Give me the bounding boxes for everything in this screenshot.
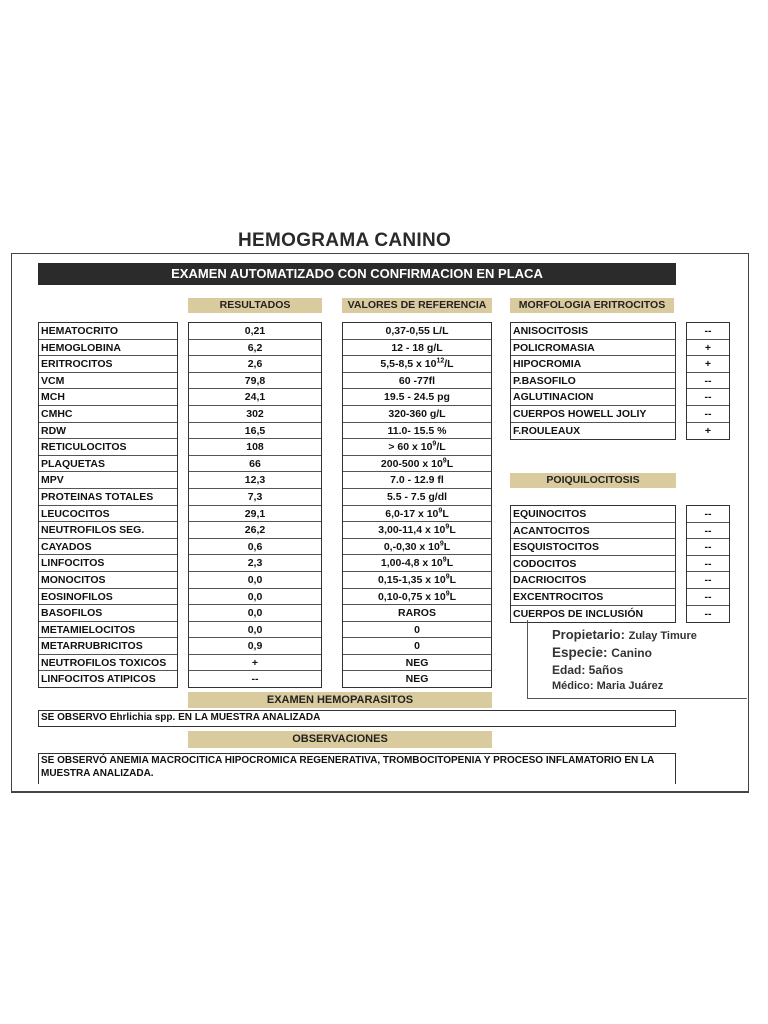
hemoparasites-header: EXAMEN HEMOPARASITOS — [188, 692, 492, 708]
owner-value: Zulay Timure — [628, 630, 697, 642]
parameter-reference-15: 0,15-1,35 x $10^9L$ — [343, 572, 491, 589]
parameter-result-20: + — [189, 655, 321, 672]
parameter-name-6: RDW — [39, 423, 177, 440]
poikilocytosis-value-2: -- — [687, 539, 729, 556]
morphology-name-3: P.BASOFILO — [511, 373, 675, 390]
parameter-reference-18: 0 — [343, 622, 491, 639]
species-value: Canino — [611, 646, 652, 660]
morphology-value-5: -- — [687, 406, 729, 423]
parameter-result-0: 0,21 — [189, 323, 321, 340]
morphology-name-1: POLICROMASIA — [511, 340, 675, 357]
morphology-names-table — [510, 322, 676, 440]
parameter-name-18: METAMIELOCITOS — [39, 622, 177, 639]
parameter-name-9: MPV — [39, 472, 177, 489]
poikilocytosis-name-6: CUERPOS DE INCLUSIÓN — [513, 607, 644, 620]
parameter-result-7: 108 — [189, 439, 321, 456]
parameter-name-7: RETICULOCITOS — [39, 439, 177, 456]
poikilocytosis-name-3: CODOCITOS — [511, 556, 675, 573]
exam-banner: EXAMEN AUTOMATIZADO CON CONFIRMACION EN PLACA — [38, 263, 676, 285]
parameter-result-2: 2,6 — [189, 356, 321, 373]
parameter-reference-17: RAROS — [343, 605, 491, 622]
parameter-result-12: 26,2 — [189, 522, 321, 539]
info-bottom-rule — [527, 698, 747, 699]
morphology-value-2: + — [687, 356, 729, 373]
parameter-result-19: 0,9 — [189, 638, 321, 655]
poikilocytosis-name-2: ESQUISTOCITOS — [511, 539, 675, 556]
parameter-name-16: EOSINOFILOS — [39, 589, 177, 606]
parameter-reference-12: 3,00-11,4 x $10^9L$ — [343, 522, 491, 539]
parameter-name-14: LINFOCITOS — [39, 555, 177, 572]
parameter-reference-21: NEG — [405, 673, 429, 686]
parameter-result-4: 24,1 — [189, 389, 321, 406]
results-table — [188, 322, 322, 688]
parameter-name-17: BASOFILOS — [39, 605, 177, 622]
parameter-name-15: MONOCITOS — [39, 572, 177, 589]
poikilocytosis-value-5: -- — [687, 589, 729, 606]
poikilocytosis-value-4: -- — [687, 572, 729, 589]
parameter-result-10: 7,3 — [189, 489, 321, 506]
age-line: Edad: 5años — [552, 663, 624, 677]
parameter-name-8: PLAQUETAS — [39, 456, 177, 473]
morphology-value-4: -- — [687, 389, 729, 406]
hemoparasites-result: SE OBSERVO Ehrlichia spp. EN LA MUESTRA ANALIZADA — [38, 710, 676, 727]
parameter-reference-10: 5.5 - 7.5 g/dl — [343, 489, 491, 506]
observations-text: SE OBSERVÓ ANEMIA MACROCITICA HIPOCROMICA REGENERATIVA, TROMBOCITOPENIA Y PROCESO INFLAMATORIO EN LA MUESTRA ANALIZADA. — [38, 753, 676, 784]
owner-line — [552, 627, 697, 642]
poikilocytosis-name-4: DACRIOCITOS — [511, 572, 675, 589]
poikilocytosis-value-0: -- — [687, 506, 729, 523]
owner-label: Propietario: — [552, 627, 625, 642]
parameter-reference-20: NEG — [343, 655, 491, 672]
parameter-result-9: 12,3 — [189, 472, 321, 489]
parameter-result-1: 6,2 — [189, 340, 321, 357]
morphology-values-table — [686, 322, 730, 440]
poikilocytosis-name-0: EQUINOCITOS — [511, 506, 675, 523]
parameter-reference-13: 0,-0,30 x $10^9L$ — [343, 539, 491, 556]
observations-header: OBSERVACIONES — [188, 731, 492, 748]
parameter-name-12: NEUTROFILOS SEG. — [39, 522, 177, 539]
info-divider — [527, 620, 528, 698]
species-label: Especie: — [552, 645, 608, 660]
parameter-reference-4: 19.5 - 24.5 pg — [343, 389, 491, 406]
page-title: HEMOGRAMA CANINO — [238, 230, 452, 251]
parameter-result-11: 29,1 — [189, 506, 321, 523]
parameter-reference-16: 0,10-0,75 x $10^9L$ — [343, 589, 491, 606]
morphology-value-3: -- — [687, 373, 729, 390]
parameter-name-5: CMHC — [39, 406, 177, 423]
poikilocytosis-names-table — [510, 505, 676, 623]
parameter-result-14: 2,3 — [189, 555, 321, 572]
results-header: RESULTADOS — [188, 298, 322, 313]
parameter-name-3: VCM — [39, 373, 177, 390]
parameter-reference-0: 0,37-0,55 L/L — [343, 323, 491, 340]
parameter-reference-14: 1,00-4,8 x $10^9L$ — [343, 555, 491, 572]
parameter-reference-5: 320-360 g/L — [343, 406, 491, 423]
parameter-reference-1: 12 - 18 g/L — [343, 340, 491, 357]
poikilocytosis-value-6: -- — [704, 607, 712, 620]
poikilocytosis-header: POIQUILOCITOSIS — [510, 473, 676, 488]
parameter-reference-7: > 60 x $10^9/L$ — [343, 439, 491, 456]
parameter-result-21: -- — [251, 673, 259, 686]
parameter-reference-6: 11.0- 15.5 % — [343, 423, 491, 440]
morphology-value-1: + — [687, 340, 729, 357]
morphology-name-6: F.ROULEAUX — [513, 424, 581, 437]
parameter-result-16: 0,0 — [189, 589, 321, 606]
parameter-reference-11: 6,0-17 x $10^9L$ — [343, 506, 491, 523]
parameter-reference-2: 5,5-8,5 x $10^{12}/L$ — [343, 356, 491, 373]
parameter-result-15: 0,0 — [189, 572, 321, 589]
parameter-result-3: 79,8 — [189, 373, 321, 390]
parameter-result-8: 66 — [189, 456, 321, 473]
poikilocytosis-value-3: -- — [687, 556, 729, 573]
parameter-name-0: HEMATOCRITO — [39, 323, 177, 340]
parameter-reference-8: 200-500 x $10^9L$ — [343, 456, 491, 473]
morphology-name-2: HIPOCROMIA — [511, 356, 675, 373]
parameter-result-5: 302 — [189, 406, 321, 423]
parameter-result-17: 0,0 — [189, 605, 321, 622]
poikilocytosis-values-table — [686, 505, 730, 623]
poikilocytosis-value-1: -- — [687, 523, 729, 540]
parameter-name-2: ERITROCITOS — [39, 356, 177, 373]
parameter-name-21: LINFOCITOS ATIPICOS — [41, 673, 156, 686]
morphology-value-0: -- — [687, 323, 729, 340]
parameter-name-4: MCH — [39, 389, 177, 406]
morphology-value-6: + — [704, 424, 712, 437]
morphology-header: MORFOLOGIA ERITROCITOS — [510, 298, 674, 313]
poikilocytosis-name-5: EXCENTROCITOS — [511, 589, 675, 606]
parameter-result-6: 16,5 — [189, 423, 321, 440]
parameter-reference-3: 60 -77fl — [343, 373, 491, 390]
poikilocytosis-name-1: ACANTOCITOS — [511, 523, 675, 540]
morphology-name-0: ANISOCITOSIS — [511, 323, 675, 340]
doctor-line: Médico: Maria Juárez — [552, 680, 664, 692]
parameter-name-13: CAYADOS — [39, 539, 177, 556]
parameter-name-20: NEUTROFILOS TOXICOS — [39, 655, 177, 672]
parameter-name-1: HEMOGLOBINA — [39, 340, 177, 357]
reference-table — [342, 322, 492, 688]
parameter-name-10: PROTEINAS TOTALES — [39, 489, 177, 506]
parameter-result-18: 0,0 — [189, 622, 321, 639]
parameter-name-11: LEUCOCITOS — [39, 506, 177, 523]
morphology-name-5: CUERPOS HOWELL JOLIY — [511, 406, 675, 423]
morphology-name-4: AGLUTINACION — [511, 389, 675, 406]
parameter-name-19: METARRUBRICITOS — [39, 638, 177, 655]
parameter-reference-9: 7.0 - 12.9 fl — [343, 472, 491, 489]
parameter-result-13: 0,6 — [189, 539, 321, 556]
species-line — [552, 645, 652, 660]
reference-header: VALORES DE REFERENCIA — [342, 298, 492, 313]
parameter-reference-19: 0 — [343, 638, 491, 655]
parameter-names-table — [38, 322, 178, 688]
